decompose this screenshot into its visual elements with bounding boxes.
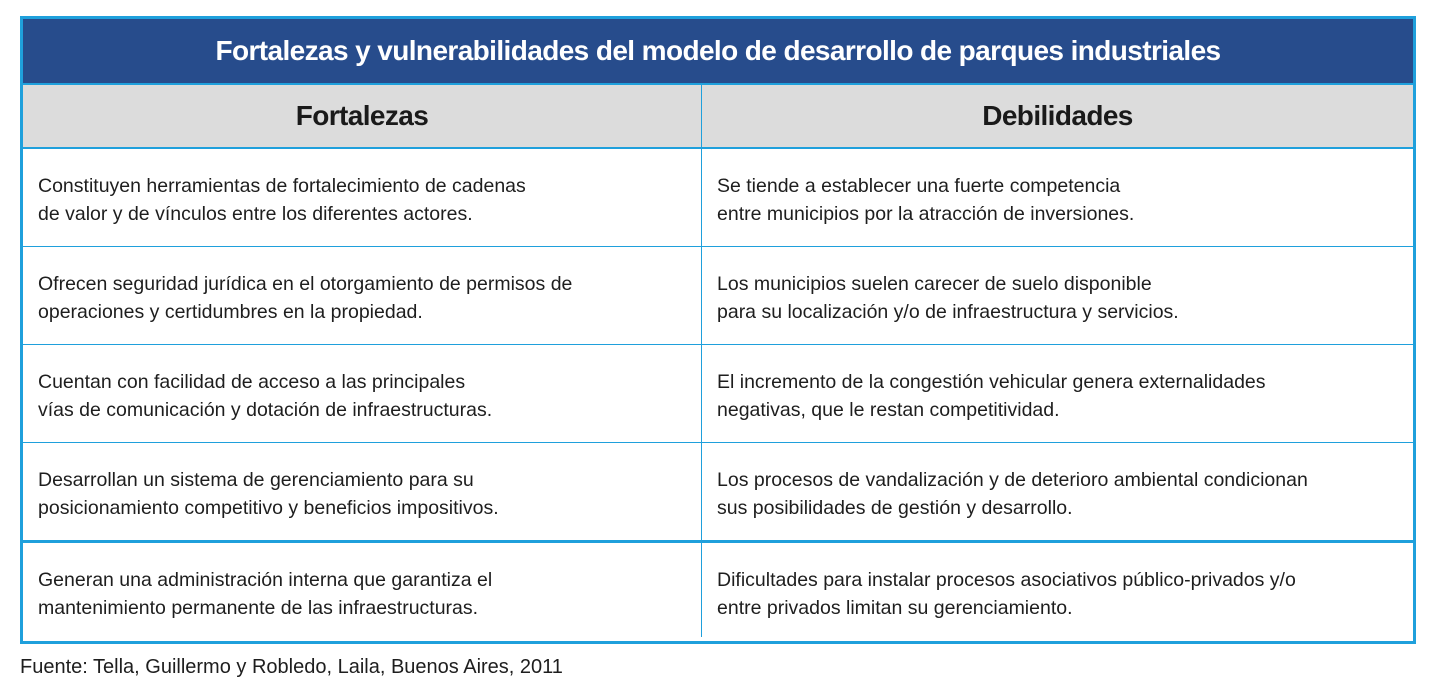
table-row [23, 247, 1413, 345]
fortaleza-cell: Ofrecen seguridad jurídica en el otorgamiento de permisos de operaciones y certidumbres en la propiedad. [23, 247, 702, 344]
table-header-row [23, 85, 1413, 149]
debilidad-cell: El incremento de la congestión vehicular genera externalidades negativas, que le restan competitividad. [717, 371, 1266, 421]
debilidad-cell: Dificultades para instalar procesos asociativos público-privados y/o entre privados limitan su gerenciamiento. [717, 569, 1296, 619]
debilidad-cell: Los municipios suelen carecer de suelo disponible para su localización y/o de infraestructura y servicios. [717, 273, 1179, 323]
table-title: Fortalezas y vulnerabilidades del modelo de desarrollo de parques industriales [23, 19, 1413, 85]
fortaleza-cell: Generan una administración interna que garantiza el mantenimiento permanente de las infraestructuras. [23, 543, 702, 637]
fortaleza-cell: Cuentan con facilidad de acceso a las principales vías de comunicación y dotación de infraestructuras. [23, 345, 702, 442]
debilidad-cell: Se tiende a establecer una fuerte competencia entre municipios por la atracción de inversiones. [717, 175, 1135, 225]
fortaleza-cell: Constituyen herramientas de fortalecimiento de cadenas de valor y de vínculos entre los diferentes actores. [23, 149, 702, 246]
table-row [23, 345, 1413, 443]
comparison-table [20, 16, 1416, 644]
debilidad-cell: Los procesos de vandalización y de deterioro ambiental condicionan sus posibilidades de gestión y desarrollo. [717, 469, 1308, 519]
table-row [23, 149, 1413, 247]
header-debilidades: Debilidades [982, 100, 1133, 131]
table-row [23, 541, 1413, 637]
table-row [23, 443, 1413, 541]
header-fortalezas: Fortalezas [23, 85, 702, 147]
source-caption: Fuente: Tella, Guillermo y Robledo, Laila, Buenos Aires, 2011 [20, 656, 563, 678]
fortaleza-cell: Desarrollan un sistema de gerenciamiento para su posicionamiento competitivo y beneficios impositivos. [23, 443, 702, 540]
